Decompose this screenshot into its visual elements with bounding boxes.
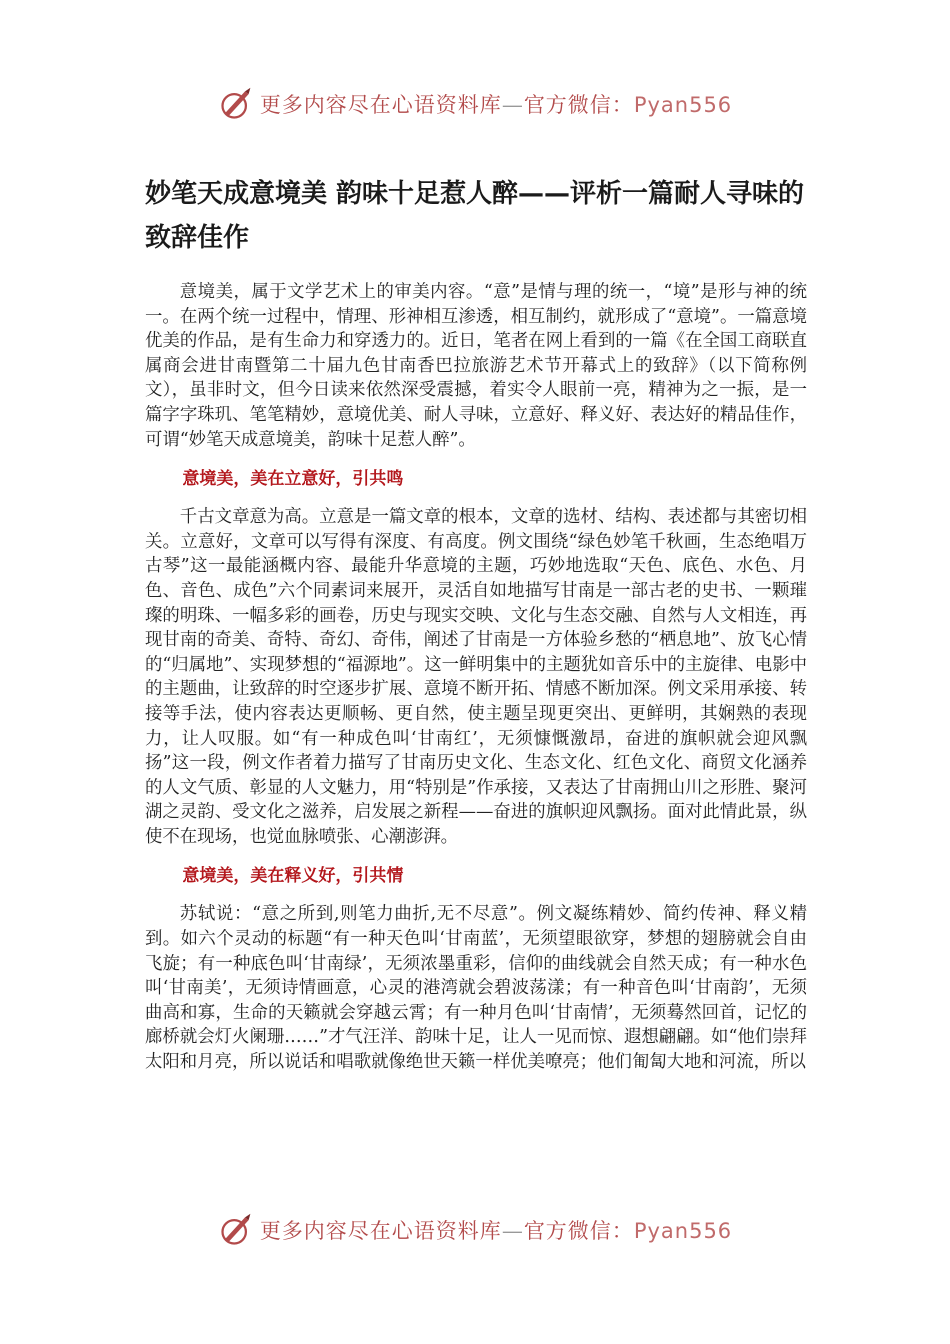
section-heading-1: 意境美，美在立意好，引共鸣	[182, 469, 404, 490]
pen-logo-icon	[218, 86, 254, 122]
banner-separator: —	[501, 1219, 524, 1243]
banner-main-text: 更多内容尽在心语资料库	[259, 93, 502, 117]
article-title: 妙笔天成意境美 韵味十足惹人醉——评析一篇耐人寻味的致辞佳作	[145, 179, 805, 253]
article-body	[145, 280, 807, 1075]
banner-separator: —	[501, 93, 524, 117]
pen-logo-icon	[218, 1212, 254, 1248]
paragraph-intro: 意境美，属于文学艺术上的审美内容。“意”是情与理的统一，“境”是形与神的统一。在两个统一过程中，情理、形神相互渗透，相互制约，就形成了“意境”。一篇意境优美的作品，是有生命力和穿透力的。近日，笔者在网上看到的一篇《在全国工商联直属商会进甘南暨第二十届九色甘南香巴拉旅游艺术节开幕式上的致辞》（以下简称例文），虽非时文，但今日读来依然深受震撼，着实令人眼前一亮，精神为之一振，是一篇字字珠玑、笔笔精妙，意境优美、耐人寻味，立意好、释义好、表达好的精品佳作，可谓“妙笔天成意境美，韵味十足惹人醉”。	[145, 282, 807, 450]
banner-wechat-label: 官方微信：	[523, 1219, 634, 1243]
banner-main-text: 更多内容尽在心语资料库	[259, 1219, 502, 1243]
section-heading-2: 意境美，美在释义好，引共情	[182, 866, 404, 887]
header-banner	[0, 84, 950, 124]
banner-wechat-id: Pyan556	[633, 93, 733, 117]
banner-text	[260, 89, 732, 119]
paragraph-section-2: 苏轼说：“意之所到,则笔力曲折,无不尽意”。例文凝练精妙、简约传神、释义精到。如六个灵动的标题“有一种天色叫‘甘南蓝’，无须望眼欲穿，梦想的翅膀就会自由飞旋；有一种底色叫‘甘南绿’，无须浓墨重彩，信仰的曲线就会自然天成；有一种水色叫‘甘南美’，无须诗情画意，心灵的港湾就会碧波荡漾；有一种音色叫‘甘南韵’，无须曲高和寡，生命的天籁就会穿越云霄；有一种月色叫‘甘南情’，无须蓦然回首，记忆的廊桥就会灯火阑珊……”才气汪洋、韵味十足，让人一见而惊、遐想翩翩。如“他们崇拜太阳和月亮，所以说话和唱歌就像绝世天籁一样优美嘹亮；他们匍匐大地和河流，所以	[145, 904, 807, 1073]
footer-banner	[0, 1210, 950, 1250]
banner-wechat-label: 官方微信：	[523, 93, 634, 117]
banner-text	[260, 1215, 732, 1245]
banner-wechat-id: Pyan556	[633, 1219, 733, 1243]
paragraph-section-1: 千古文章意为高。立意是一篇文章的根本，文章的选材、结构、表述都与其密切相关。立意好，文章可以写得有深度、有高度。例文围绕“绿色妙笔千秋画，生态绝唱万古琴”这一最能涵概内容、最能升华意境的主题，巧妙地选取“天色、底色、水色、月色、音色、成色”六个同素词来展开，灵活自如地描写甘南是一部古老的史书、一颗璀璨的明珠、一幅多彩的画卷，历史与现实交映、文化与生态交融、自然与人文相连，再现甘南的奇美、奇特、奇幻、奇伟，阐述了甘南是一方体验乡愁的“栖息地”、放飞心情的“归属地”、实现梦想的“福源地”。这一鲜明集中的主题犹如音乐中的主旋律、电影中的主题曲，让致辞的时空逐步扩展、意境不断开拓、情感不断加深。例文采用承接、转接等手法，使内容表达更顺畅、更自然，使主题呈现更突出、更鲜明，其娴熟的表现力，让人叹服。如“有一种成色叫‘甘南红’，无须慷慨激昂，奋进的旗帜就会迎风飘扬”这一段，例文作者着力描写了甘南历史文化、生态文化、红色文化、商贸文化涵养的人文气质、彰显的人文魅力，用“特别是”作承接，又表达了甘南拥山川之形胜、聚河湖之灵韵、受文化之滋养，启发展之新程——奋进的旗帜迎风飘扬。面对此情此景，纵使不在现场，也觉血脉喷张、心潮澎湃。	[145, 507, 807, 847]
